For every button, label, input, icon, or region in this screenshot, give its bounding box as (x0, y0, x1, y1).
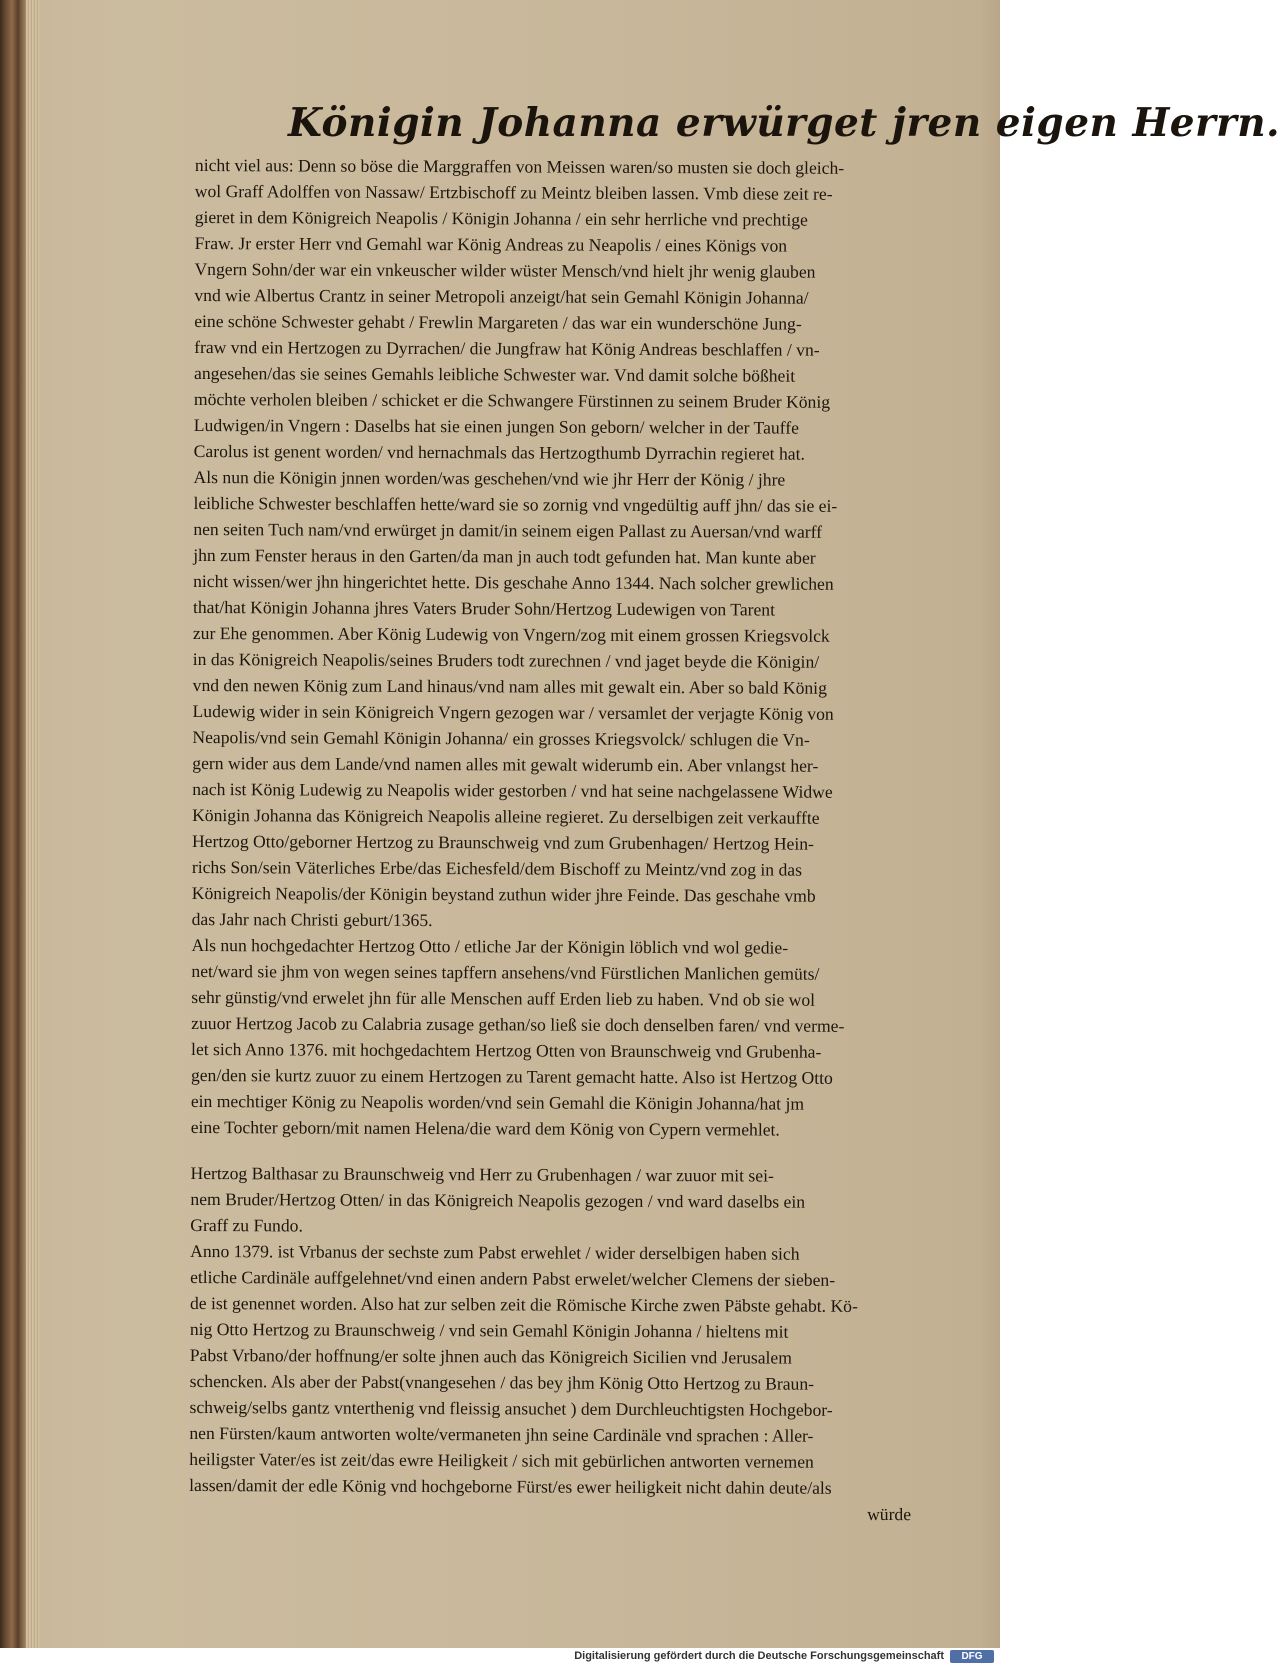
text-line: nem Bruder/Hertzog Otten/ in das Königreich Neapolis gezogen / vnd ward daselbs ein (190, 1188, 806, 1212)
text-line: Hertzog Otto/geborner Hertzog zu Braunschweig vnd zum Grubenhagen/ Hertzog Hein- (191, 830, 814, 854)
paragraph (194, 152, 925, 467)
text-line: Ludewig wider in sein Königreich Vngern gezogen war / versamlet der verjagte König von (192, 700, 834, 724)
text-line: nach ist König Ludewig zu Neapolis wider gestorben / vnd hat seine nachgelassene Widwe (192, 778, 833, 802)
catchword: würde (867, 1503, 912, 1525)
text-line: jhn zum Fenster heraus in den Garten/da man jn auch todt gefunden hat. Man kunte aber (193, 544, 816, 568)
text-line: vnd den newen König zum Land hinaus/vnd nam alles mit gewalt ein. Aber so bald König (192, 674, 827, 698)
text-line: eine Tochter geborn/mit namen Helena/die ward dem König von Cypern vermehlet. (190, 1116, 780, 1140)
text-line: Pabst Vrbano/der hoffnung/er solte jhnen auch das Königreich Sicilien vnd Jerusalem (189, 1344, 793, 1368)
text-line: de ist genennet worden. Also hat zur selben zeit die Römische Kirche zwen Päbste gehabt. Kö- (189, 1292, 858, 1316)
paragraph (190, 1160, 920, 1241)
text-line: etliche Cardinäle auffgelehnet/vnd einen andern Pabst erwelet/welcher Clemens der sieben- (190, 1266, 836, 1290)
text-line: nen seiten Tuch nam/vnd erwürget jn damit/in seinem eigen Pallast zu Auersan/vnd warff (193, 518, 823, 542)
text-line: gern wider aus dem Lande/vnd namen alles mit gewalt widerumb ein. Aber vnlangst her- (192, 752, 819, 776)
text-line: Als nun hochgedachter Hertzog Otto / etliche Jar der Königin löblich vnd wol gedie- (191, 934, 789, 958)
text-line: in das Königreich Neapolis/seines Bruders todt zurechnen / vnd jaget beyde die Königin/ (192, 648, 820, 672)
running-header: Königin Johanna erwürget jren eigen Herrn. (288, 100, 1280, 146)
text-line: Als nun die Königin jnnen worden/was geschehen/vnd wie jhr Herr der König / jhre (193, 466, 786, 490)
text-line: Königreich Neapolis/der Königin beystand zuthun wider jhre Feinde. Das geschahe vmb (191, 882, 816, 906)
paragraph (191, 932, 922, 1143)
text-line: möchte verholen bleiben / schicket er die Schwangere Fürstinnen zu seinem Bruder König (193, 388, 831, 412)
text-line: wol Graff Adolffen von Nassaw/ Ertzbischoff zu Meintz bleiben lassen. Vmb diese zeit re- (194, 180, 833, 204)
dfg-logo: DFG (950, 1650, 994, 1663)
text-line: leibliche Schwester beschlaffen hette/ward sie so zornig vnd vngedültig auff jhn/ das sie ei- (193, 492, 838, 516)
text-line: Graff zu Fundo. (190, 1214, 303, 1236)
text-line: sehr günstig/vnd erwelet jhn für alle Menschen auff Erden lieb zu haben. Vnd ob sie wol (191, 986, 816, 1010)
text-line: nicht viel aus: Denn so böse die Marggraffen von Meissen waren/so musten sie doch gleich- (194, 154, 845, 178)
body-text (189, 152, 925, 1527)
text-line: lassen/damit der edle König vnd hochgeborne Fürst/es ewer heiligkeit nicht dahin deute/als (189, 1474, 832, 1498)
page-edges (26, 0, 40, 1648)
text-line: vnd wie Albertus Crantz in seiner Metropoli anzeigt/hat sein Gemahl Königin Johanna/ (194, 284, 809, 308)
text-line: schencken. Als aber der Pabst(vnangesehen / das bey jhm König Otto Hertzog zu Braun- (189, 1370, 815, 1394)
text-line: eine schöne Schwester gehabt / Frewlin Margareten / das war ein wunderschöne Jung- (194, 310, 802, 334)
text-line: Vngern Sohn/der war ein vnkeuscher wilder wüster Mensch/vnd hielt jhr wenig glauben (194, 258, 816, 282)
text-line: Königin Johanna das Königreich Neapolis alleine regieret. Zu derselbigen zeit verkauffte (192, 804, 820, 828)
text-line: Fraw. Jr erster Herr vnd Gemahl war König Andreas zu Neapolis / eines Königs von (194, 232, 788, 256)
text-line: angesehen/das sie seines Gemahls leibliche Schwester war. Vnd damit solche bößheit (193, 362, 796, 386)
text-line: nen Fürsten/kaum antworten wolte/vermaneten jhn seine Cardinäle vnd sprachen : Aller- (189, 1422, 814, 1446)
text-line: gieret in dem Königreich Neapolis / Königin Johanna / ein sehr herrliche vnd prechtige (194, 206, 808, 230)
text-line: that/hat Königin Johanna jhres Vaters Bruder Sohn/Hertzog Ludewigen von Tarent (192, 596, 776, 620)
text-line: gen/den sie kurtz zuuor zu einem Hertzogen zu Tarent gemacht hatte. Also ist Hertzog Otto (190, 1064, 833, 1088)
text-line: nig Otto Hertzog zu Braunschweig / vnd sein Gemahl Königin Johanna / hieltens mit (189, 1318, 789, 1342)
text-line: let sich Anno 1376. mit hochgedachtem Hertzog Otten von Braunschweig vnd Grubenha- (191, 1038, 822, 1062)
text-line: net/ward sie jhm von wegen seines tapffern ansehens/vnd Fürstlichen Manlichen gemüts/ (191, 960, 820, 984)
text-line: schweig/selbs gantz vnterthenig vnd fleissig ansuchet ) dem Durchleuchtigsten Hochgebor- (189, 1396, 833, 1420)
text-line: Ludwigen/in Vngern : Daselbs hat sie einen jungen Son geborn/ welcher in der Tauffe (193, 414, 799, 438)
text-line: zuuor Hertzog Jacob zu Calabria zusage gethan/so ließ sie doch denselben faren/ vnd verme- (191, 1012, 845, 1036)
paragraph (189, 1238, 920, 1501)
text-line: ein mechtiger König zu Neapolis worden/vnd sein Gemahl die Königin Johanna/hat jm (190, 1090, 805, 1114)
text-line: richs Son/sein Väterliches Erbe/das Eichesfeld/dem Bischoff zu Meintz/vnd zog in das (191, 856, 803, 880)
text-line: Carolus ist genent worden/ vnd hernachmals das Hertzogthumb Dyrrachin regieret hat. (193, 440, 805, 464)
text-line: nicht wissen/wer jhn hingerichtet hette. Dis geschahe Anno 1344. Nach solcher grewlichen (193, 570, 834, 594)
text-line: fraw vnd ein Hertzogen zu Dyrrachen/ die Jungfraw hat König Andreas beschlaffen / vn- (194, 336, 820, 360)
book-binding (0, 0, 26, 1648)
text-line: das Jahr nach Christi geburt/1365. (191, 908, 433, 931)
paragraph (192, 464, 924, 935)
footer-credit: Digitalisierung gefördert durch die Deutsche Forschungsgemeinschaft (574, 1650, 944, 1662)
text-line: Hertzog Balthasar zu Braunschweig vnd Herr zu Grubenhagen / war zuuor mit sei- (190, 1162, 774, 1186)
text-line: heiligster Vater/es ist zeit/das ewre Heiligkeit / sich mit gebürlichen antworten vernemen (189, 1448, 814, 1472)
text-line: Anno 1379. ist Vrbanus der sechste zum Pabst erwehlet / wider derselbigen haben sich (190, 1240, 800, 1264)
text-line: Neapolis/vnd sein Gemahl Königin Johanna/ ein grosses Kriegsvolck/ schlugen die Vn- (192, 726, 810, 750)
text-line: zur Ehe genommen. Aber König Ludewig von Vngern/zog mit einem grossen Kriegsvolck (192, 622, 830, 646)
